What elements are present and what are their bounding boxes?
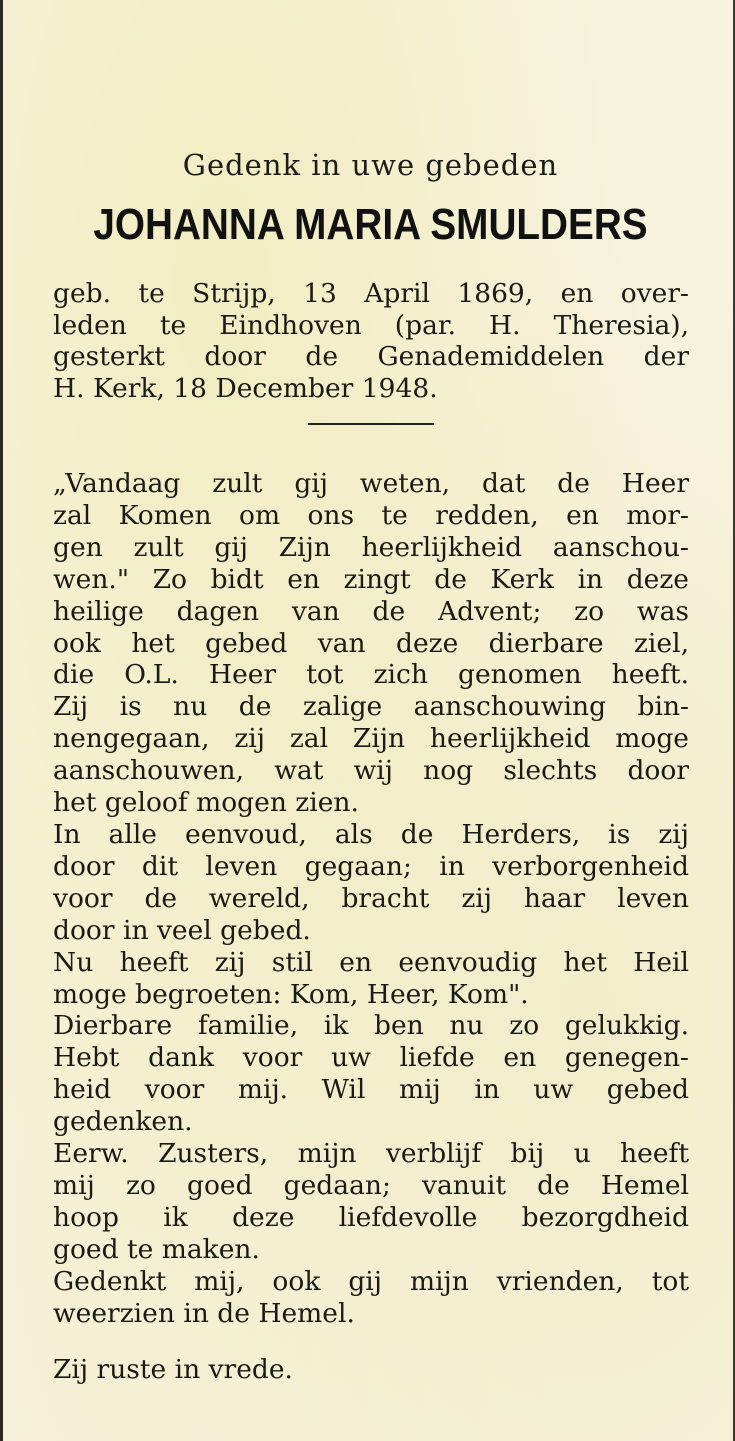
- intro-line: geb. te Strijp, 13 April 1869, en over-: [53, 278, 689, 309]
- text-line: Zij is nu de zalige aanschouwing bin-: [53, 691, 689, 723]
- text-line: zal Komen om ons te redden, en mor-: [53, 499, 689, 531]
- intro-line: H. Kerk, 18 December 1948.: [53, 372, 438, 404]
- text-line: door dit leven gegaan; in verborgenheid: [53, 850, 689, 882]
- text-line: heilige dagen van de Advent; zo was: [53, 595, 689, 627]
- text-line: Hebt dank voor uw liefde en genegen-: [53, 1042, 689, 1074]
- text-line: „Vandaag zult gij weten, dat de Heer: [53, 468, 689, 499]
- text-line: ook het gebed van deze dierbare ziel,: [53, 627, 689, 659]
- text-line: heid voor mij. Wil mij in uw gebed: [53, 1074, 689, 1106]
- text-line: hoop ik deze liefdevolle bezorgdheid: [53, 1201, 689, 1233]
- text-line: voor de wereld, bracht zij haar leven: [53, 882, 689, 914]
- text-line: het geloof mogen zien.: [53, 787, 359, 819]
- intro-line: gesterkt door de Genademiddelen der: [53, 341, 689, 372]
- intro-line: leden te Eindhoven (par. H. Theresia),: [53, 309, 689, 341]
- deceased-name: JOHANNA MARIA SMULDERS: [93, 200, 648, 249]
- text-line: Nu heeft zij stil en eenvoudig het Heil: [53, 946, 689, 978]
- text-line: Eerw. Zusters, mijn verblijf bij u heeft: [53, 1138, 689, 1170]
- text-line: gedenken.: [53, 1106, 193, 1138]
- card-heading: Gedenk in uwe gebeden: [182, 148, 559, 182]
- text-line: Dierbare familie, ik ben nu zo gelukkig.: [53, 1010, 689, 1042]
- text-line: nengegaan, zij zal Zijn heerlijkheid moge: [53, 723, 689, 755]
- closing-line: Zij ruste in vrede.: [53, 1354, 293, 1385]
- text-line: goed te maken.: [53, 1233, 260, 1265]
- text-line: wen." Zo bidt en zingt de Kerk in deze: [53, 563, 689, 595]
- text-line: Gedenkt mij, ook gij mijn vrienden, tot: [53, 1265, 689, 1297]
- divider-line: [308, 423, 434, 425]
- text-line: mij zo goed gedaan; vanuit de Hemel: [53, 1169, 689, 1201]
- text-line: die O.L. Heer tot zich genomen heeft.: [53, 659, 689, 691]
- text-line: weerzien in de Hemel.: [53, 1297, 355, 1329]
- memorial-text: [53, 468, 689, 1329]
- text-line: moge begroeten: Kom, Heer, Kom".: [53, 978, 529, 1010]
- text-line: gen zult gij Zijn heerlijkheid aanschou-: [53, 531, 689, 563]
- text-line: door in veel gebed.: [53, 914, 311, 946]
- text-line: In alle eenvoud, als de Herders, is zij: [53, 818, 689, 850]
- text-line: aanschouwen, wat wij nog slechts door: [53, 755, 689, 787]
- birth-death-details: [53, 278, 689, 404]
